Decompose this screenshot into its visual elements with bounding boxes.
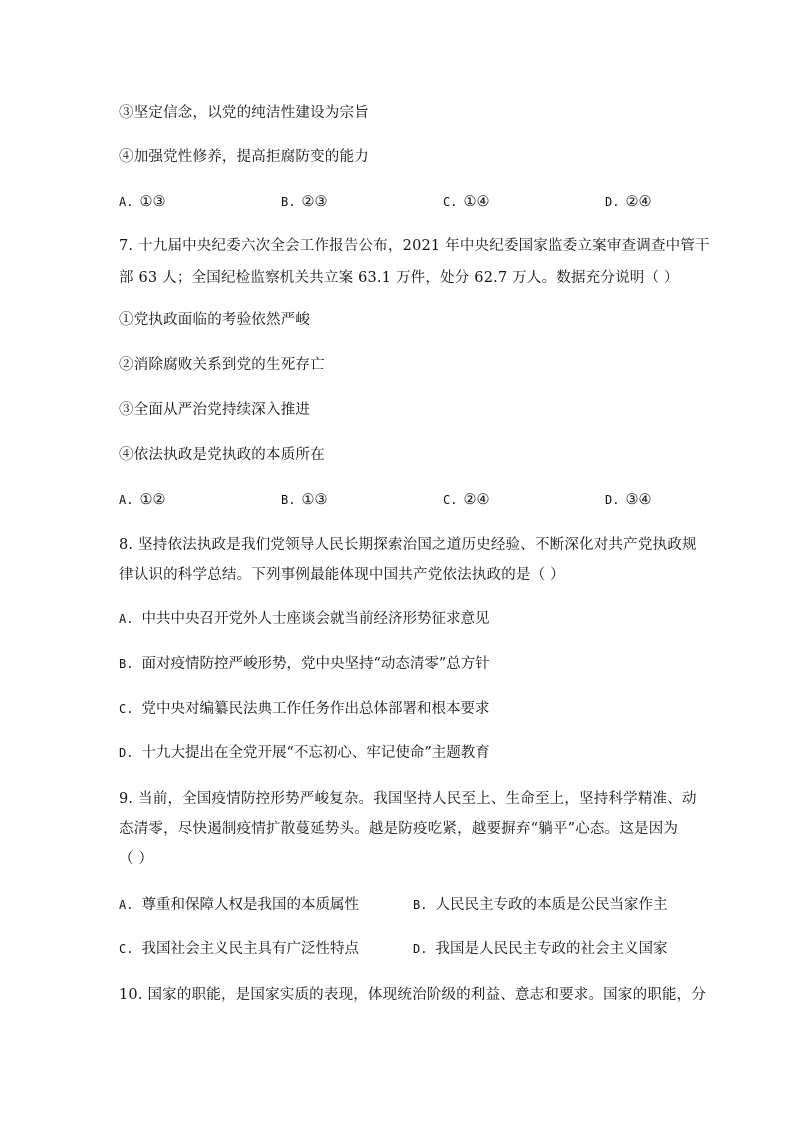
option-text: 尊重和保障人权是我国的本质属性 (141, 897, 359, 913)
option-text: ③④ (625, 492, 652, 508)
q9-stem-line-2: 态清零，尽快遏制疫情扩散蔓延势头。越是防疫吃紧，越要摒弃“躺平”心态。这是因为 (119, 821, 679, 837)
option-key: D. (413, 942, 428, 956)
statement-3: ③坚定信念，以党的纯洁性建设为宗旨 (119, 105, 369, 121)
option-key: B. (413, 898, 428, 912)
q9-option-a[interactable] (119, 895, 359, 915)
q8-option-b[interactable] (119, 654, 490, 674)
option-text: 人民民主专政的本质是公民当家作主 (435, 897, 668, 913)
option-key: C. (119, 702, 134, 716)
q7-stem-line-1: 7. 十九届中央纪委六次全会工作报告公布，2021 年中央纪委国家监委立案审查调查中管干 (119, 238, 710, 254)
option-key: D. (605, 195, 620, 209)
q7-statement-1: ①党执政面临的考验依然严峻 (119, 312, 311, 328)
option-text: ②④ (625, 194, 652, 210)
q6-option-c[interactable] (443, 192, 489, 212)
option-text: 面对疫情防控严峻形势，党中央坚持“动态清零”总方针 (141, 656, 490, 672)
q9-option-c[interactable] (119, 939, 359, 959)
option-text: 十九大提出在全党开展“不忘初心、牢记使命”主题教育 (141, 745, 490, 761)
option-text: 党中央对编纂民法典工作任务作出总体部署和根本要求 (141, 701, 490, 717)
q10-stem-line-1: 10. 国家的职能，是国家实质的表现，体现统治阶级的利益、意志和要求。国家的职能，分 (119, 987, 707, 1003)
option-key: C. (443, 195, 458, 209)
option-key: D. (119, 746, 134, 760)
q7-statement-2: ②消除腐败关系到党的生死存亡 (119, 357, 325, 373)
option-key: B. (281, 195, 296, 209)
q9-option-b[interactable] (413, 895, 667, 915)
option-key: C. (443, 493, 458, 507)
q8-stem-line-2: 律认识的科学总结。下列事例最能体现中国共产党依法执政的是（ ） (119, 567, 565, 583)
option-key: B. (281, 493, 296, 507)
option-text: ①③ (139, 194, 166, 210)
option-key: A. (119, 493, 134, 507)
q7-option-b[interactable] (281, 490, 327, 510)
q8-option-c[interactable] (119, 699, 489, 719)
q7-option-c[interactable] (443, 490, 489, 510)
q7-option-a[interactable] (119, 490, 165, 510)
q6-option-a[interactable] (119, 192, 165, 212)
q8-option-d[interactable] (119, 743, 490, 763)
q8-stem-line-1: 8. 坚持依法执政是我们党领导人民长期探索治国之道历史经验、不断深化对共产党执政规 (119, 537, 697, 553)
option-key: D. (605, 493, 620, 507)
option-text: ②④ (463, 492, 490, 508)
q7-option-d[interactable] (605, 490, 651, 510)
option-text: 我国是人民民主专政的社会主义国家 (435, 941, 668, 957)
option-text: ②③ (301, 194, 328, 210)
q9-stem-line-1: 9. 当前，全国疫情防控形势严峻复杂。我国坚持人民至上、生命至上，坚持科学精准、动 (119, 791, 697, 807)
q6-option-d[interactable] (605, 192, 651, 212)
option-key: C. (119, 942, 134, 956)
q8-option-a[interactable] (119, 609, 489, 629)
q7-statement-4: ④依法执政是党执政的本质所在 (119, 447, 325, 463)
q9-stem-line-3: （ ） (119, 851, 154, 867)
option-text: ①③ (301, 492, 328, 508)
option-key: A. (119, 195, 134, 209)
q7-stem-line-2: 部 63 人；全国纪检监察机关共立案 63.1 万件，处分 62.7 万人。数据充分说明（ ） (119, 270, 679, 286)
q9-option-d[interactable] (413, 939, 667, 959)
q7-statement-3: ③全面从严治党持续深入推进 (119, 402, 311, 418)
option-key: A. (119, 612, 134, 626)
statement-4: ④加强党性修养，提高拒腐防变的能力 (119, 149, 369, 165)
q6-option-b[interactable] (281, 192, 327, 212)
option-key: A. (119, 898, 134, 912)
option-key: B. (119, 657, 134, 671)
option-text: ①④ (463, 194, 490, 210)
option-text: 中共中央召开党外人士座谈会就当前经济形势征求意见 (141, 611, 490, 627)
option-text: 我国社会主义民主具有广泛性特点 (141, 941, 359, 957)
option-text: ①② (139, 492, 166, 508)
